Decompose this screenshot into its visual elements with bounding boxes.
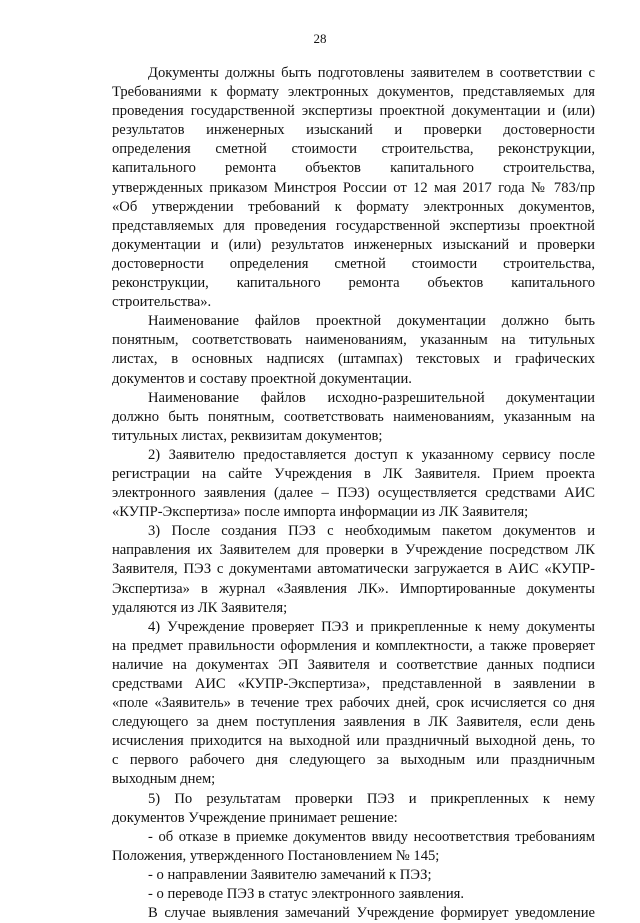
text-line: «Об утверждении требований к формату электронных документов,	[112, 198, 595, 215]
text-line: Документы должны быть подготовлены заявителем в соответствии с	[148, 65, 595, 81]
text-line: направления их Заявителем для проверки в Учреждение посредством ЛК	[112, 542, 595, 559]
text-line: документации и (или) результатов инженерных изысканий и проверки	[112, 236, 595, 253]
text-line: Наименование файлов проектной документации должно быть	[148, 313, 595, 330]
text-line: исчисления приходится на выходной или праздничный выходной день, то	[112, 733, 595, 750]
text-line: строительства».	[112, 294, 212, 311]
text-line: - о направлении Заявителю замечаний к ПЭЗ;	[148, 866, 432, 883]
text-line: представляемых для проведения государственной экспертизы проектной	[112, 217, 595, 234]
text-line: 2) Заявителю предоставляется доступ к указанному сервису после	[148, 446, 595, 463]
text-line: достоверности определения сметной стоимости строительства,	[112, 255, 595, 272]
text-line: понятным, соответствовать наименованиям, указанным на титульных	[112, 332, 595, 349]
text-line: Наименование файлов исходно-разрешительной документации	[148, 389, 595, 406]
text-line: должно быть понятным, соответствовать наименованиям, указанным на	[112, 408, 595, 425]
text-line: капитального ремонта объектов капитального строительства,	[112, 160, 595, 177]
text-line: 4) Учреждение проверяет ПЭЗ и прикрепленные к нему документы	[148, 618, 595, 635]
text-line: реконструкции, капитального ремонта объектов капитального	[112, 275, 595, 292]
text-line: документов и составу проектной документации.	[112, 370, 412, 387]
text-line: определения сметной стоимости строительства, реконструкции,	[112, 141, 595, 158]
text-line: «поле «Заявитель» в течение трех рабочих дней, срок исчисляется со дня	[112, 695, 595, 712]
text-line: удаляются из ЛК Заявителя;	[112, 599, 288, 616]
text-line: следующего за днем поступления заявления в ЛК Заявителя, если день	[112, 714, 595, 731]
text-line: - об отказе в приемке документов ввиду несоответствия требованиям	[148, 828, 595, 845]
text-line: утвержденных приказом Минстроя России от 12 мая 2017 года № 783/пр	[112, 179, 595, 196]
text-line: листах, в основных надписях (штампах) текстовых и графических	[112, 351, 595, 368]
text-line: регистрации на сайте Учреждения в ЛК Заявителя. Прием проекта	[112, 465, 595, 482]
text-line: проведения государственной экспертизы проектной документации и (или)	[112, 103, 595, 120]
text-line: с первого рабочего дня следующего за выходным или праздничным	[112, 752, 595, 769]
text-line: Требованиями к формату электронных документов, представляемых для	[112, 84, 595, 101]
text-line: - о переводе ПЭЗ в статус электронного заявления.	[148, 886, 465, 903]
text-line: «КУПР-Экспертиза» после импорта информации из ЛК Заявителя;	[112, 504, 529, 521]
text-line: титульных листах, реквизитам документов;	[112, 427, 383, 444]
text-line: Положения, утвержденного Постановлением № 145;	[112, 847, 440, 864]
text-line: Экспертиза» в журнал «Заявления ЛК». Импортированные документы	[112, 580, 595, 597]
text-line: электронного заявления (далее – ПЭЗ) осуществляется средствами АИС	[112, 485, 595, 502]
text-line: документов Учреждение принимает решение:	[112, 809, 398, 826]
text-line: средствами АИС «КУПР-Экспертиза», представленной в заявлении в	[112, 676, 595, 692]
text-line: наличие на документах ЭП Заявителя и соответствие данных подписи	[112, 656, 595, 673]
text-line: 5) По результатам проверки ПЭЗ и прикрепленных к нему	[148, 790, 595, 807]
text-line: на предмет правильности оформления и комплектности, а также проверяет	[112, 637, 595, 654]
text-line: В случае выявления замечаний Учреждение формирует уведомление	[148, 905, 595, 922]
text-line: Заявителя, ПЭЗ с документами автоматически загружается в АИС «КУПР-	[112, 561, 595, 578]
text-line: 3) После создания ПЭЗ с необходимым пакетом документов и	[148, 523, 595, 540]
text-line: результатов инженерных изысканий и проверки достоверности	[112, 122, 595, 139]
document-body	[112, 64, 595, 923]
text-line: выходным днем;	[112, 771, 216, 788]
page-number: 28	[313, 31, 327, 46]
